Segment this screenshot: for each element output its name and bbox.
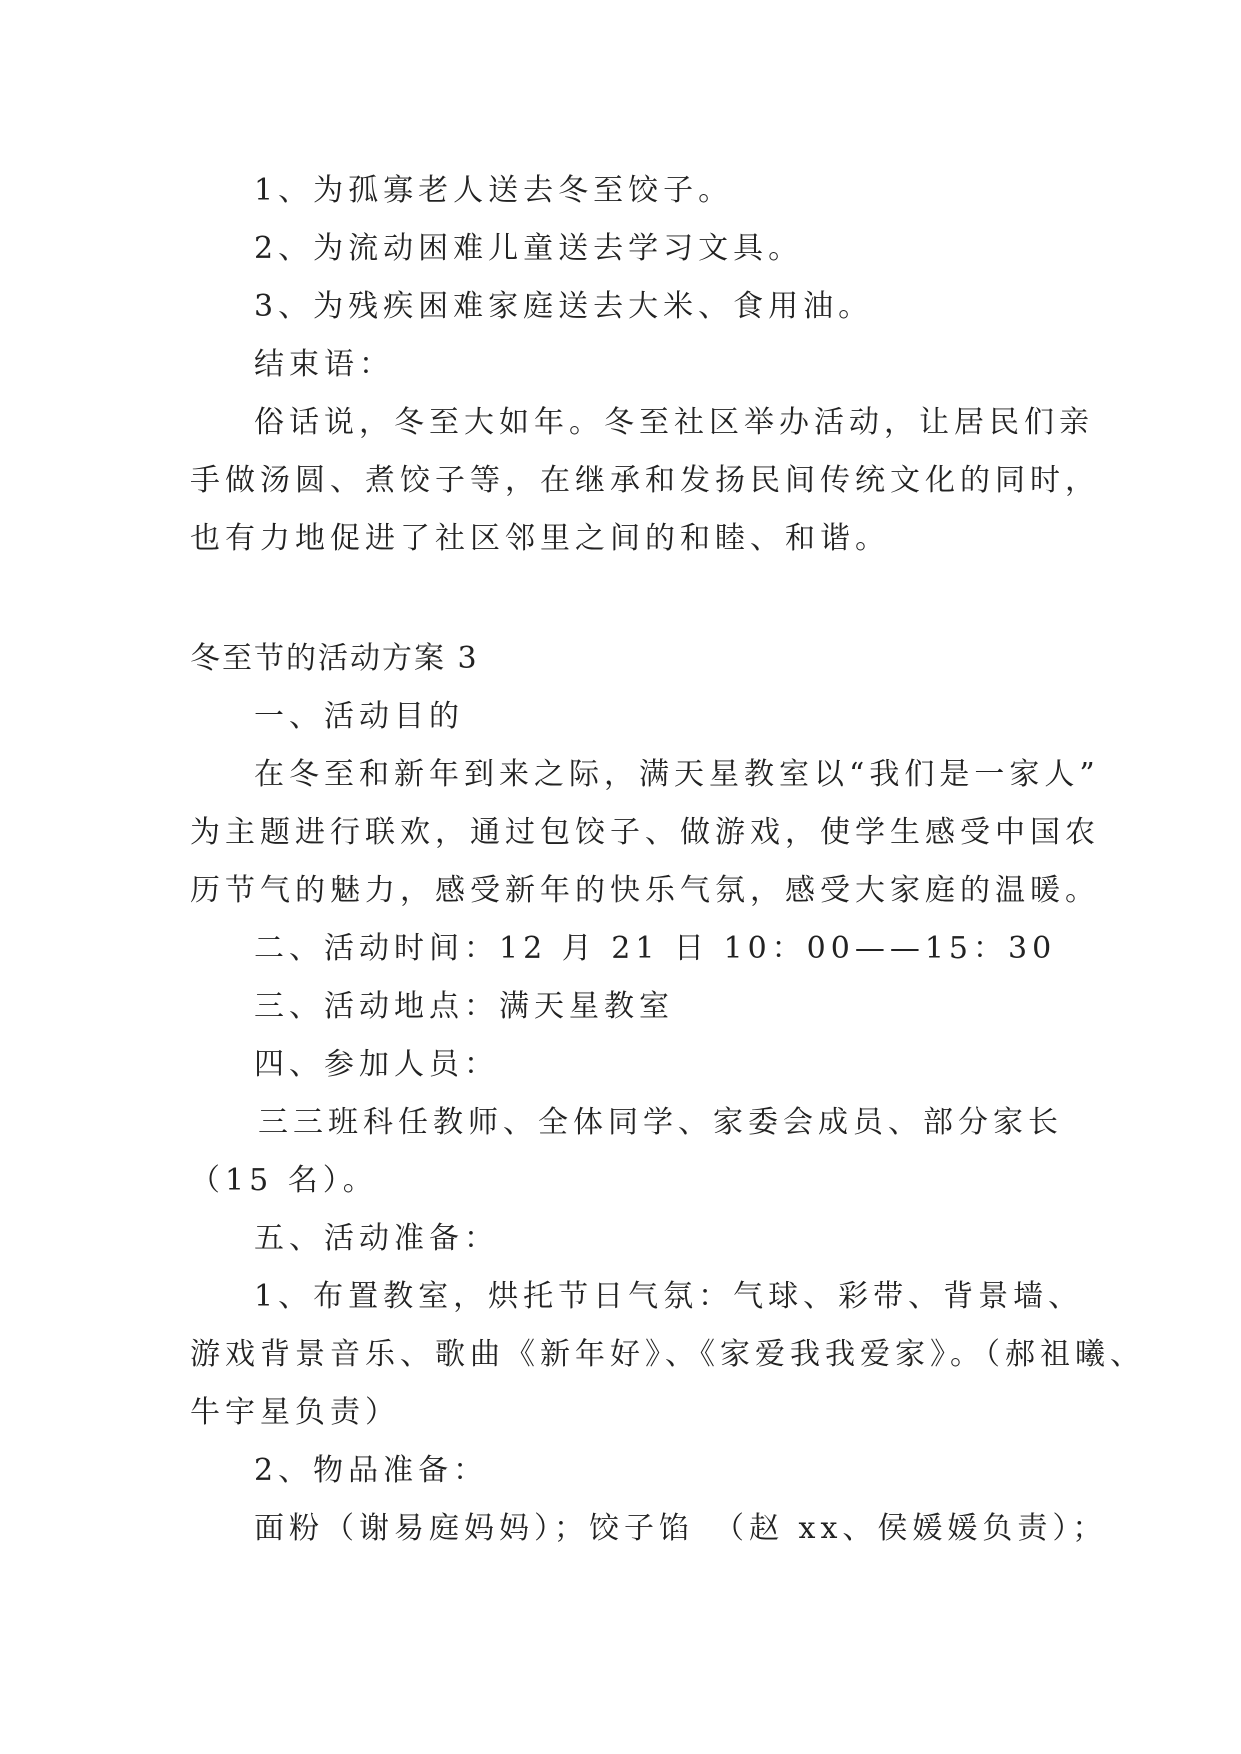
preparation-item-line: 牛宇星负责） <box>190 1395 400 1430</box>
preparation-item-line: 面粉（谢易庭妈妈）；饺子馅 （赵 xx、侯媛媛负责）； <box>254 1511 1108 1546</box>
preparation-item-heading: 2、物品准备： <box>254 1453 489 1488</box>
participants-heading: 四、参加人员： <box>254 1047 499 1082</box>
purpose-paragraph-line: 为主题进行联欢，通过包饺子、做游戏，使学生感受中国农 <box>190 815 1100 850</box>
closing-paragraph-line: 俗话说，冬至大如年。冬至社区举办活动，让居民们亲 <box>254 405 1094 440</box>
list-item-1: 1、为孤寡老人送去冬至饺子。 <box>254 173 734 208</box>
document-body <box>190 162 1145 1558</box>
list-item-3: 3、为残疾困难家庭送去大米、食用油。 <box>254 289 874 324</box>
closing-paragraph-line: 也有力地促进了社区邻里之间的和睦、和谐。 <box>190 521 890 556</box>
list-item-2: 2、为流动困难儿童送去学习文具。 <box>254 231 804 266</box>
section-title: 冬至节的活动方案 3 <box>190 641 479 676</box>
preparation-item-line: 游戏背景音乐、歌曲《新年好》、《家爱我我爱家》。（郝祖曦、 <box>190 1337 1145 1372</box>
purpose-paragraph-line: 在冬至和新年到来之际，满天星教室以“我们是一家人” <box>254 757 1100 792</box>
participants-line: 三三班科任教师、全体同学、家委会成员、部分家长 <box>258 1105 1063 1140</box>
closing-paragraph-line: 手做汤圆、煮饺子等，在继承和发扬民间传统文化的同时， <box>190 463 1100 498</box>
preparation-item-line: 1、布置教室，烘托节日气氛：气球、彩带、背景墙、 <box>254 1279 1084 1314</box>
purpose-heading: 一、活动目的 <box>254 699 464 734</box>
section-spacer <box>190 568 1060 630</box>
purpose-paragraph-line: 历节气的魅力，感受新年的快乐气氛，感受大家庭的温暖。 <box>190 873 1100 908</box>
closing-heading: 结束语： <box>254 347 394 382</box>
activity-time: 二、活动时间：12 月 21 日 10：00——15：30 <box>254 931 1057 966</box>
activity-place: 三、活动地点：满天星教室 <box>254 989 674 1024</box>
preparation-heading: 五、活动准备： <box>254 1221 499 1256</box>
participants-line: （15 名）。 <box>190 1163 378 1198</box>
